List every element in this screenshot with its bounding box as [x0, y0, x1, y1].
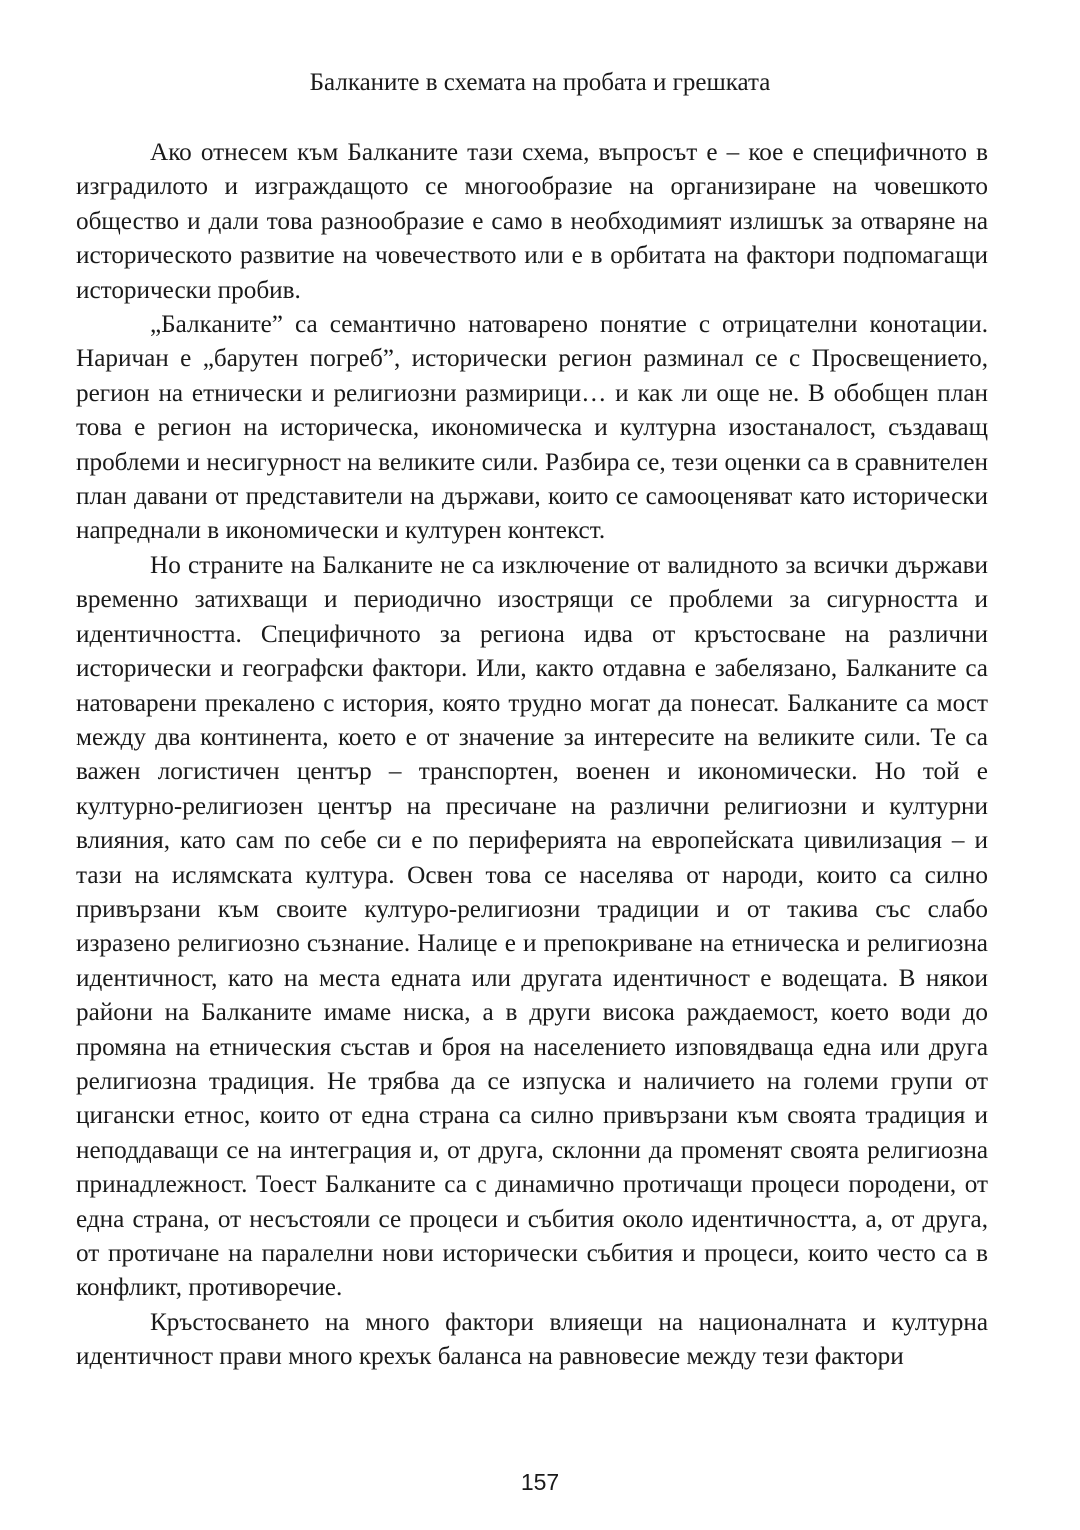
paragraph-2: „Балканите” са семантично натоварено понятие с отрицателни конотации. Наричан е „барутен погреб”, исторически регион разминал се с Просвещението, регион на етнически и религиозни размирици… и как ли още не. В обобщен план това е регион на историческа, икономическа и културна изостаналост, създаващ проблеми и несигурност на великите сили. Разбира се, тези оценки са в сравнителен план давани от представители на държави, които се самооценяват като исторически напреднали в икономически и културен контекст.	[76, 311, 988, 545]
paragraph-1: Ако отнесем към Балканите тази схема, въпросът е – кое е специфичното в изградилото и изграждащото се многообразие на организиране на човешкото общество и дали това разнообразие е само в необходимият излишък за отваряне на историческото развитие на човечеството или е в орбитата на фактори подпомагащи исторически пробив.	[76, 139, 988, 304]
page-number: 157	[520, 1469, 560, 1495]
page-body	[76, 136, 988, 1375]
paragraph-4: Кръстосването на много фактори влияещи на националната и културна идентичност прави много крехък баланса на равновесие между тези фактори	[76, 1308, 988, 1371]
running-head-title: Балканите в схемата на пробата и грешката	[309, 69, 771, 96]
paragraph-3: Но страните на Балканите не са изключение от валидното за всички държави временно затихващи и периодично изострящи се проблеми за сигурността и идентичността. Специфичното за региона идва от кръстосване на различни исторически и географски фактори. Или, както отдавна е забелязано, Балканите са натоварени прекалено с история, която трудно могат да понесат. Балканите са мост между два континента, което е от значение за интересите на великите сили. Те са важен логистичен център – транспортен, военен и икономически. Но той е културно-религиозен център на пресичане на различни религиозни и културни влияния, като сам по себе си е по периферията на европейската цивилизация – и тази на ислямската култура. Освен това се населява от народи, които са силно привързани към своите културо-религиозни традиции и от такива със слабо изразено религиозно съзнание. Налице е и препокриване на етническа и религиозна идентичност, като на места едната или другата идентичност е водещата. В някои райони на Балканите имаме ниска, а в други висока раждаемост, което води до промяна на етническия състав и броя на населението изповядваща една или друга религиозна традиция. Не трябва да се изпуска и наличието на големи групи от цигански етнос, които от една страна са силно привързани към своята традиция и неподдаващи се на интеграция и, от друга, склонни да променят своята религиозна принадлежност. Тоест Балканите са с динамично протичащи процеси породени, от една страна, от несъстояли се процеси и събития около идентичността, а, от друга, от протичане на паралелни нови исторически събития и процеси, които често са в конфликт, противоречие.	[76, 551, 988, 1302]
